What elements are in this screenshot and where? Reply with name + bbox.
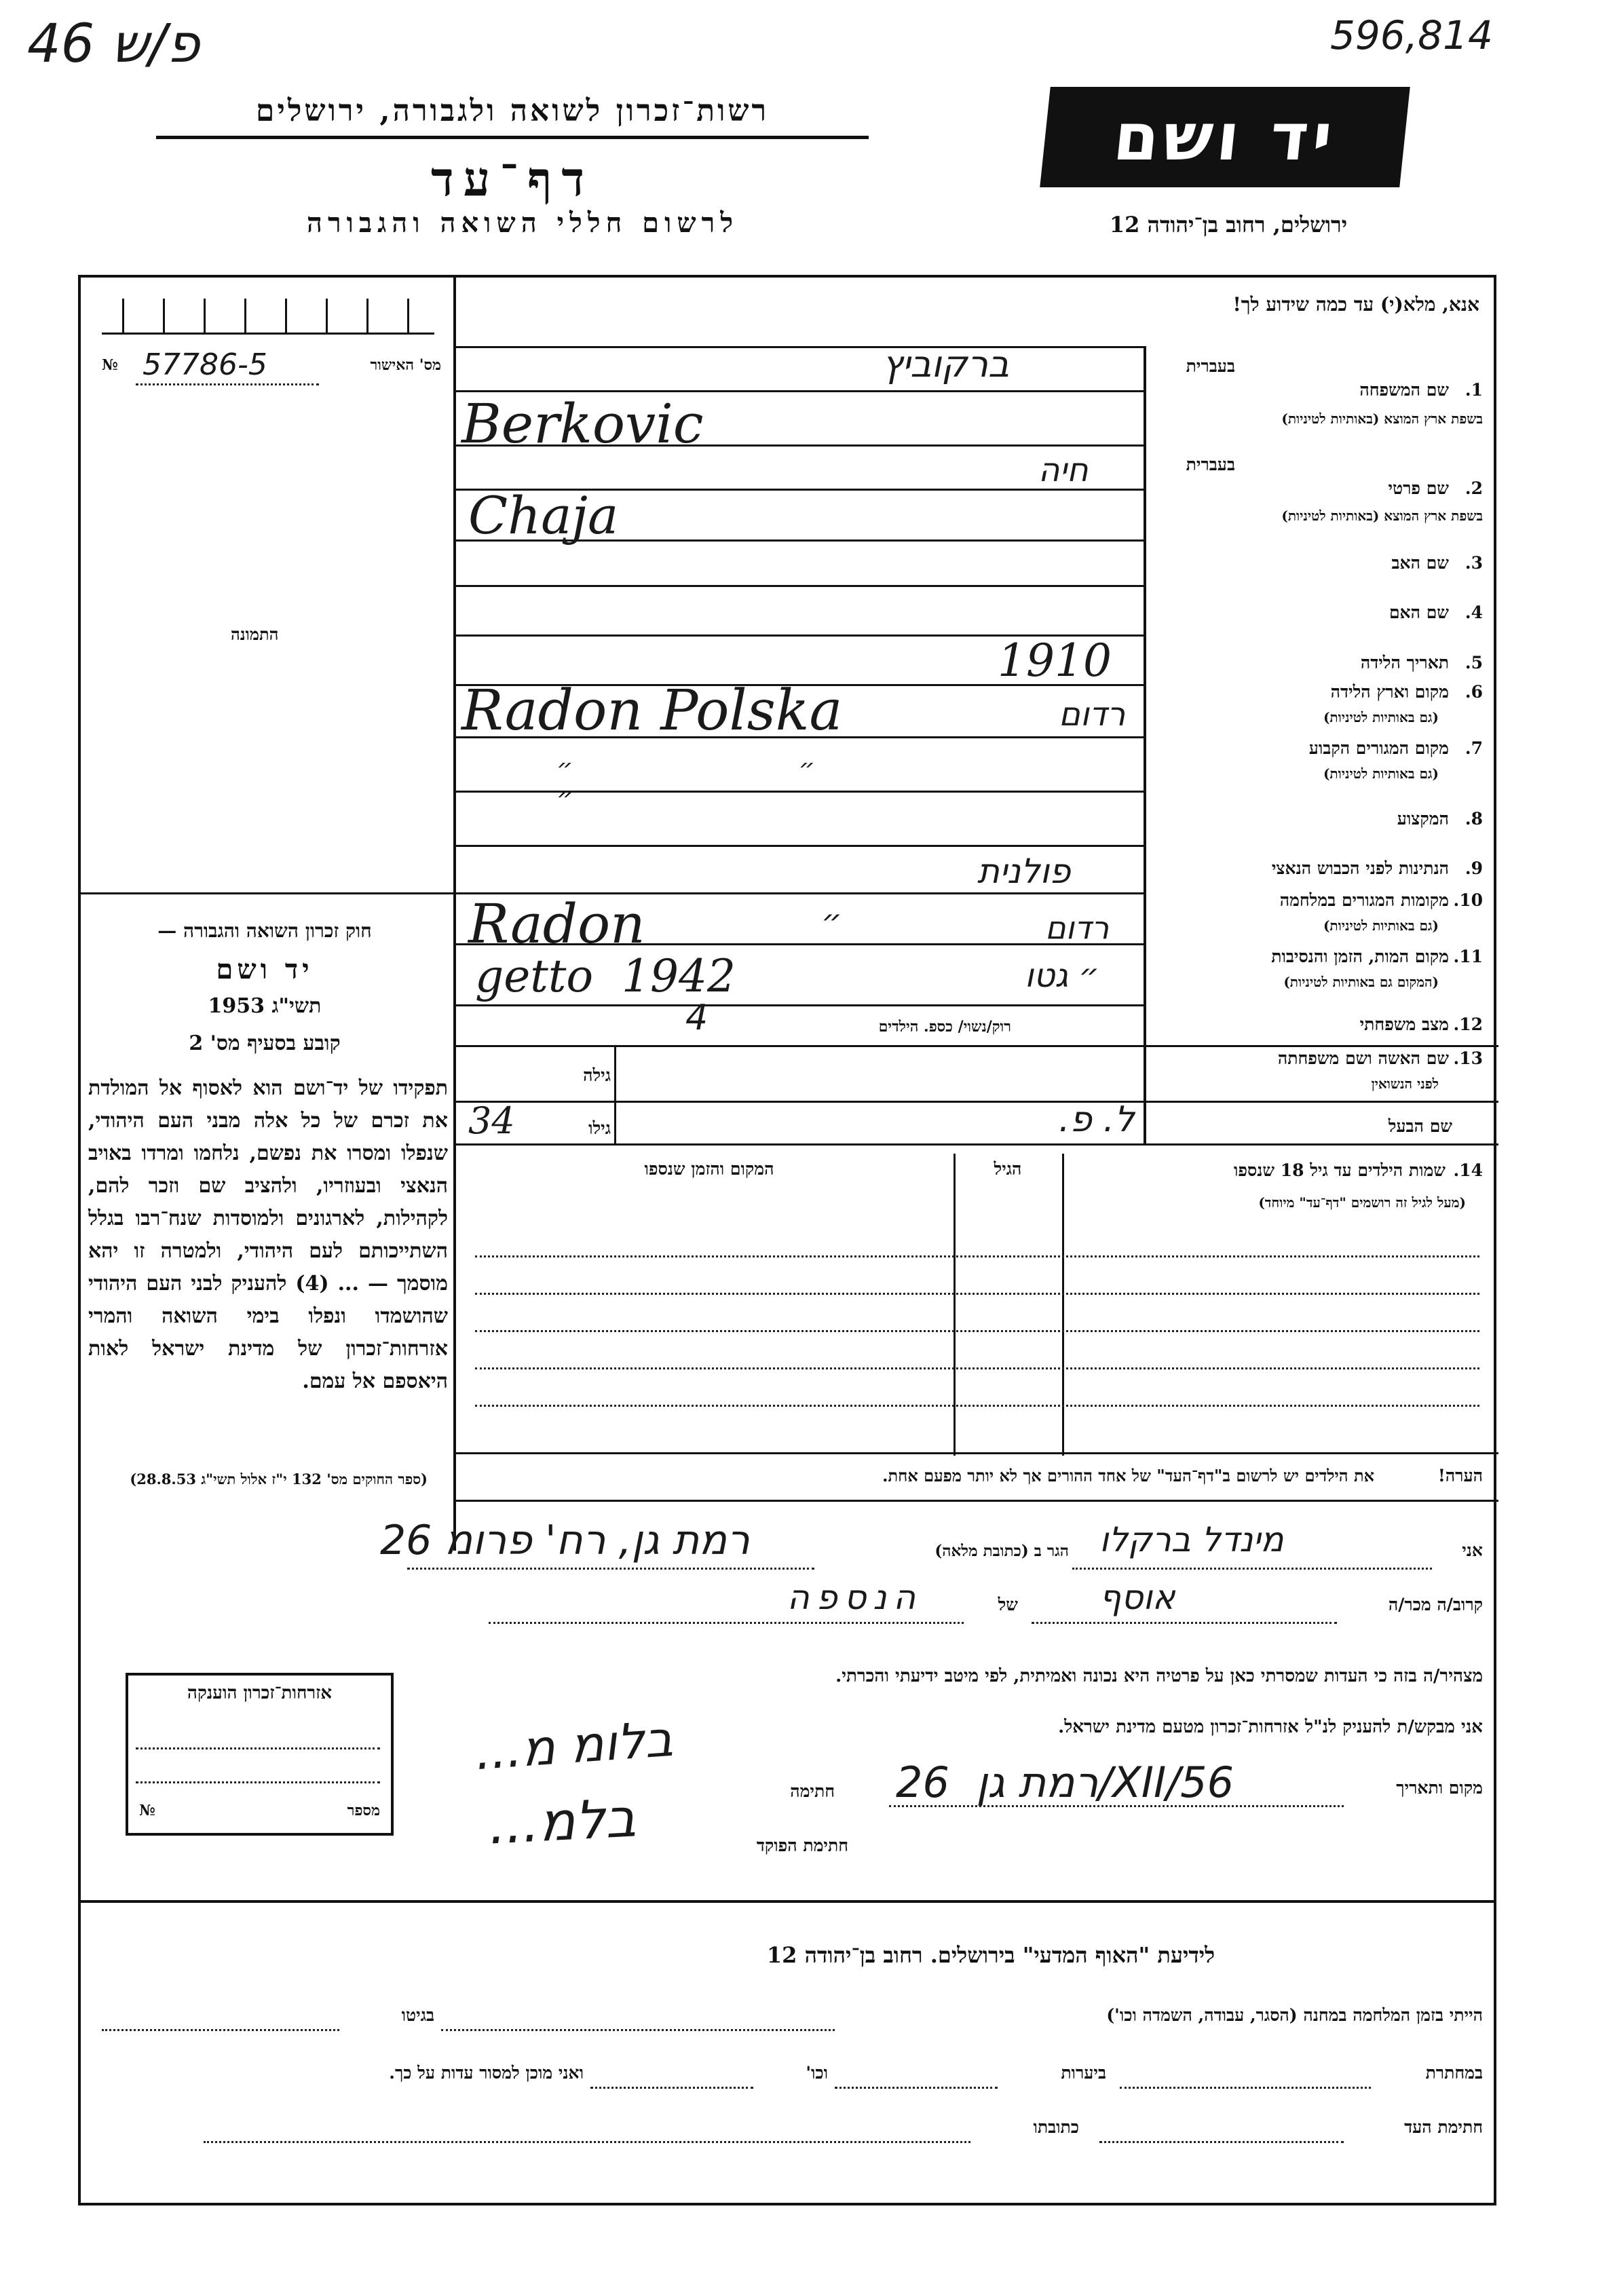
field-12-label: מצב משפחתי <box>1359 1015 1449 1034</box>
field-1-num: 1. <box>1465 380 1483 400</box>
field-14-sub: (מעל לגיל זה רושמים "דף־עד" מיוחד) <box>1258 1194 1466 1211</box>
official-label: חתימת הפוקד <box>756 1836 848 1855</box>
field-8-label: המקצוע <box>1397 809 1449 829</box>
approval-line <box>136 383 319 385</box>
relative-value: אוסף <box>1099 1578 1175 1617</box>
corner-note-topleft: 46 פ/ש <box>27 14 200 75</box>
bottom-line-2b: ביערות <box>1061 2063 1106 2083</box>
field-5-label-row <box>1154 653 1483 680</box>
signature-label: חתימה <box>790 1781 835 1801</box>
law-text: תפקידו של יד־ושם הוא לאסוף אל המולדת את זכרם של כל אלה מבני העם היהודי, שנפלו ומסרו את נפשם, נלחמו ומרדו באויב הנאצי ובעוזריו, ולהציב שם וזכר להם, לקהילות, לארגונים ולמוסדות שנח־רבו בגלל השתייכותם לעם היהודי, ולמטרה זו יהא מוסמך — ... (4) להעניק לבני העם היהודי שהושמדו ונפלו בימי השואה והמרי אזרחות־זכרון של מדינת ישראל לאות היאספם אל עמם. <box>88 1076 448 1393</box>
place-date-label: מקום ותאריך <box>1396 1778 1483 1798</box>
note-title: הערה! <box>1437 1466 1483 1485</box>
bottom-line-2a-fill <box>1120 2087 1371 2089</box>
authority-name: רשות־זכרון לשואה ולגבורה, ירושלים <box>255 94 770 128</box>
address-line <box>407 1568 814 1570</box>
citizenship-line-2 <box>136 1781 380 1783</box>
law-year: תשי"ג 1953 <box>208 994 322 1018</box>
field-3-num: 3. <box>1465 553 1483 573</box>
field-9-label-row <box>1154 858 1483 886</box>
bottom-line-2a: במחתרת <box>1425 2063 1483 2083</box>
field-14-label-row <box>1079 1160 1483 1188</box>
field-2-num: 2. <box>1465 478 1483 498</box>
rule-13 <box>453 1101 1498 1103</box>
field-5-value: 1910 <box>998 635 1112 687</box>
approval-label: מס' האישור <box>370 356 441 374</box>
field-4-num: 4. <box>1465 603 1483 622</box>
fill-request: אנא, מלא(י) עד כמה שידוע לך! <box>1232 293 1479 316</box>
field-12-label-row <box>1154 1015 1483 1042</box>
bottom-title: לידיעת "האוף המדעי" בירושלים. רחוב בן־יהודה 12 <box>766 1942 1215 1968</box>
field-11-value: getto 1942 <box>475 950 736 1002</box>
field-10-mark: ״ <box>821 903 842 941</box>
address-header: ירושלים, רחוב בן־יהודה 12 <box>1109 212 1348 238</box>
field-7-label-row <box>1154 738 1483 765</box>
field-11-sub: (המקום גם באותיות לטיניות) <box>1283 974 1439 990</box>
field-14-num: 14. <box>1453 1160 1483 1180</box>
field-1-label: שם המשפחה <box>1359 380 1449 400</box>
col-place-header: המקום והזמן שנספו <box>644 1159 774 1179</box>
place-date-value: רמת גן 26/XII/56 <box>896 1758 1234 1807</box>
col-age-header: הגיל <box>994 1159 1022 1179</box>
field-2-label-row <box>1154 478 1483 506</box>
rule-3 <box>453 585 1146 587</box>
husband-age-value: 34 <box>468 1099 515 1142</box>
field-13-sub: לפני הנשואין <box>1371 1076 1439 1092</box>
field-13-label: שם האשה ושם משפחתה <box>1277 1048 1449 1068</box>
logo-text: יד ושם <box>1110 99 1340 175</box>
bottom-line-3b: כתובתו <box>1033 2117 1079 2137</box>
field-11-label: מקום המות, הזמן והנסיבות <box>1271 947 1449 966</box>
field-7-value: ״ ״ ״ <box>556 753 924 813</box>
children-row-2 <box>475 1293 1479 1295</box>
corner-note-topright: 596,814 <box>1330 12 1493 58</box>
children-row-3 <box>475 1330 1479 1332</box>
field-14-label: שמות הילדים עד גיל 18 שנספו <box>1233 1160 1446 1180</box>
field-2-sub: בשפת ארץ המוצא (באותיות לטיניות) <box>1281 508 1483 524</box>
field-7-label: מקום המגורים הקבוע <box>1308 738 1449 758</box>
field-6-value-hebrew: רדום <box>1059 696 1126 734</box>
photo-label: התמונה <box>231 624 279 644</box>
field-5-num: 5. <box>1465 653 1483 673</box>
declaration-text: מצהיר/ה בזה כי העדות שמסרתי כאן על פרטיה היא נכונה ואמיתית, לפי מיטב ידיעתי והכרתי. <box>835 1666 1483 1686</box>
label-column-divider <box>1144 346 1146 1143</box>
husband-value: ל. פ. <box>1059 1099 1135 1140</box>
field-10-value: Radon <box>468 892 645 955</box>
field-2-value-latin: Chaja <box>468 485 619 546</box>
field-5-label: תאריך הלידה <box>1360 653 1449 673</box>
name-line <box>1072 1568 1432 1570</box>
yad-vashem-logo <box>1040 87 1410 187</box>
bottom-line-1: הייתי בזמן המלחמה במחנה (הסגר, עבודה, השמדה וכו') <box>1106 2005 1483 2025</box>
field-8-num: 8. <box>1465 809 1483 829</box>
field-2-value-hebrew: חיה <box>1038 451 1089 489</box>
field-8-label-row <box>1154 809 1483 836</box>
field-6-label: מקום וארץ הלידה <box>1330 682 1449 702</box>
field-2-label: שם פרטי <box>1388 478 1449 498</box>
field-4-label-row <box>1154 603 1483 630</box>
field-12-value: 4 <box>685 998 709 1038</box>
field-10-num: 10. <box>1453 890 1483 910</box>
rule-11 <box>453 1004 1146 1006</box>
of-value: הנספה <box>787 1578 923 1617</box>
law-name: יד ושם <box>216 953 314 985</box>
rule-8 <box>453 845 1146 847</box>
field-13-num: 13. <box>1453 1048 1483 1068</box>
field-3-label: שם האב <box>1391 553 1449 573</box>
field-6-num: 6. <box>1465 682 1483 702</box>
official-handwriting: בלמ... <box>487 1787 638 1857</box>
field-6-value: Radon Polska <box>461 679 843 743</box>
relative-line <box>1032 1622 1337 1624</box>
bottom-line-2b-fill <box>835 2087 998 2089</box>
field-3-label-row <box>1154 553 1483 580</box>
citizenship-line-1 <box>136 1747 380 1749</box>
document-title: דף־עד <box>430 151 594 207</box>
of-line <box>489 1622 964 1624</box>
rule-12 <box>453 1045 1498 1047</box>
law-source: (ספר החוקים מס' 132 י"ז אלול תשי"ג 28.8.53) <box>130 1471 428 1488</box>
rule-husband <box>453 1143 1498 1146</box>
field-1-lang: בעברית <box>1186 356 1235 376</box>
lives-label: הגר ב (כתובת מלאה) <box>934 1542 1069 1560</box>
field-1-sub: בשפת ארץ המוצא (באותיות לטיניות) <box>1281 411 1483 427</box>
value-area-left <box>453 346 1146 348</box>
children-col-divider-b <box>1062 1154 1064 1456</box>
field-1-label-row <box>1154 380 1483 407</box>
declarant-name: מינדל ברקלו <box>1099 1520 1284 1559</box>
signature-handwriting: בלומ מ... <box>473 1709 675 1781</box>
bottom-line-2c-fill <box>590 2087 753 2089</box>
of-label: של <box>998 1595 1018 1614</box>
law-separator <box>78 892 455 894</box>
bottom-line-1-fill2 <box>102 2029 339 2031</box>
note-text: את הילדים יש לרשום ב"דף־העד" של אחד ההורים אך לא יותר מפעם אחת. <box>882 1466 1374 1485</box>
bottom-line-1-fill <box>441 2029 835 2031</box>
field-6-label-row <box>1154 682 1483 709</box>
note-bottom <box>453 1500 1498 1502</box>
law-title: חוק זכרון השואה והגבורה — <box>157 920 372 942</box>
citizenship-num-prefix: № <box>139 1802 155 1819</box>
bottom-line-3a-fill <box>1099 2141 1344 2143</box>
i-label: אני <box>1462 1540 1483 1560</box>
field-10-sub: (גם באותיות לטיניות) <box>1323 917 1439 934</box>
relative-label: קרוב/ה מכר/ה <box>1388 1595 1483 1614</box>
children-bottom <box>453 1452 1498 1454</box>
field-9-value: פולנית <box>977 852 1071 891</box>
note-row <box>468 1466 1483 1493</box>
field-1-value-hebrew: ברקוביץ <box>882 343 1010 385</box>
field-11-label-row <box>1154 947 1483 974</box>
field-13-age-label: גילה <box>583 1065 611 1085</box>
field-12-num: 12. <box>1453 1015 1483 1034</box>
bottom-line-2c: וכו' <box>806 2063 828 2083</box>
field-12-options: רוק/נשוי/ כספ. הילדים <box>878 1018 1011 1036</box>
field-7-num: 7. <box>1465 738 1483 758</box>
request-text: אני מבקש/ת להעניק לנ"ל אזרחות־זכרון מטעם מדינת ישראל. <box>1058 1717 1483 1737</box>
declarant-address: רמת גן, רח' פרומ 26 <box>380 1517 750 1564</box>
children-row-4 <box>475 1367 1479 1369</box>
field-9-label: הנתינות לפני הכבוש הנאצי <box>1271 858 1449 878</box>
document-subtitle: לרשום חללי השואה והגבורה <box>306 207 739 239</box>
field-11-num: 11. <box>1453 947 1483 966</box>
header-underline <box>156 136 869 139</box>
field-13-label-row <box>1154 1048 1483 1076</box>
law-clause: קובע בסעיף מס' 2 <box>189 1031 341 1055</box>
field-10-value-hebrew: רדום <box>1045 909 1110 946</box>
children-row-1 <box>475 1255 1479 1257</box>
children-col-divider-a <box>953 1154 956 1456</box>
left-panel-divider <box>453 275 456 1551</box>
field-1-value-latin: Berkovic <box>461 392 704 455</box>
field-10-label-row <box>1154 890 1483 917</box>
field-4-label: שם האם <box>1389 603 1449 622</box>
place-date-line <box>889 1805 1344 1807</box>
bottom-line-3a: חתימת העד <box>1404 2117 1483 2137</box>
field-9-num: 9. <box>1465 858 1483 878</box>
approval-prefix: № <box>102 356 118 374</box>
husband-label: שם הבעל <box>1388 1116 1452 1136</box>
citizenship-title: אזרחות־זכרון הוענקה <box>187 1683 333 1703</box>
field-10-label: מקומות המגורים במלחמה <box>1279 890 1449 910</box>
husband-age-label: גילו <box>588 1118 611 1138</box>
age-divider-13 <box>614 1045 616 1143</box>
citizenship-num-label: מספר <box>347 1802 380 1819</box>
field-6-sub: (גם באותיות לטיניות) <box>1323 709 1439 725</box>
bottom-line-3b-fill <box>204 2141 970 2143</box>
field-7-sub: (גם באותיות לטיניות) <box>1323 765 1439 782</box>
approval-ticks <box>102 299 434 335</box>
bottom-line-1-end: בגיטו <box>401 2005 434 2025</box>
approval-number-row <box>102 347 441 383</box>
field-11-value-hebrew: ״ גטו <box>1025 957 1100 995</box>
bottom-section-divider <box>78 1900 1496 1903</box>
field-2-lang: בעברית <box>1186 455 1235 474</box>
children-row-5 <box>475 1405 1479 1407</box>
bottom-line-2d: ואני מוכן למסור עדות על כך. <box>389 2063 584 2083</box>
approval-number: 57786-5 <box>143 347 267 382</box>
